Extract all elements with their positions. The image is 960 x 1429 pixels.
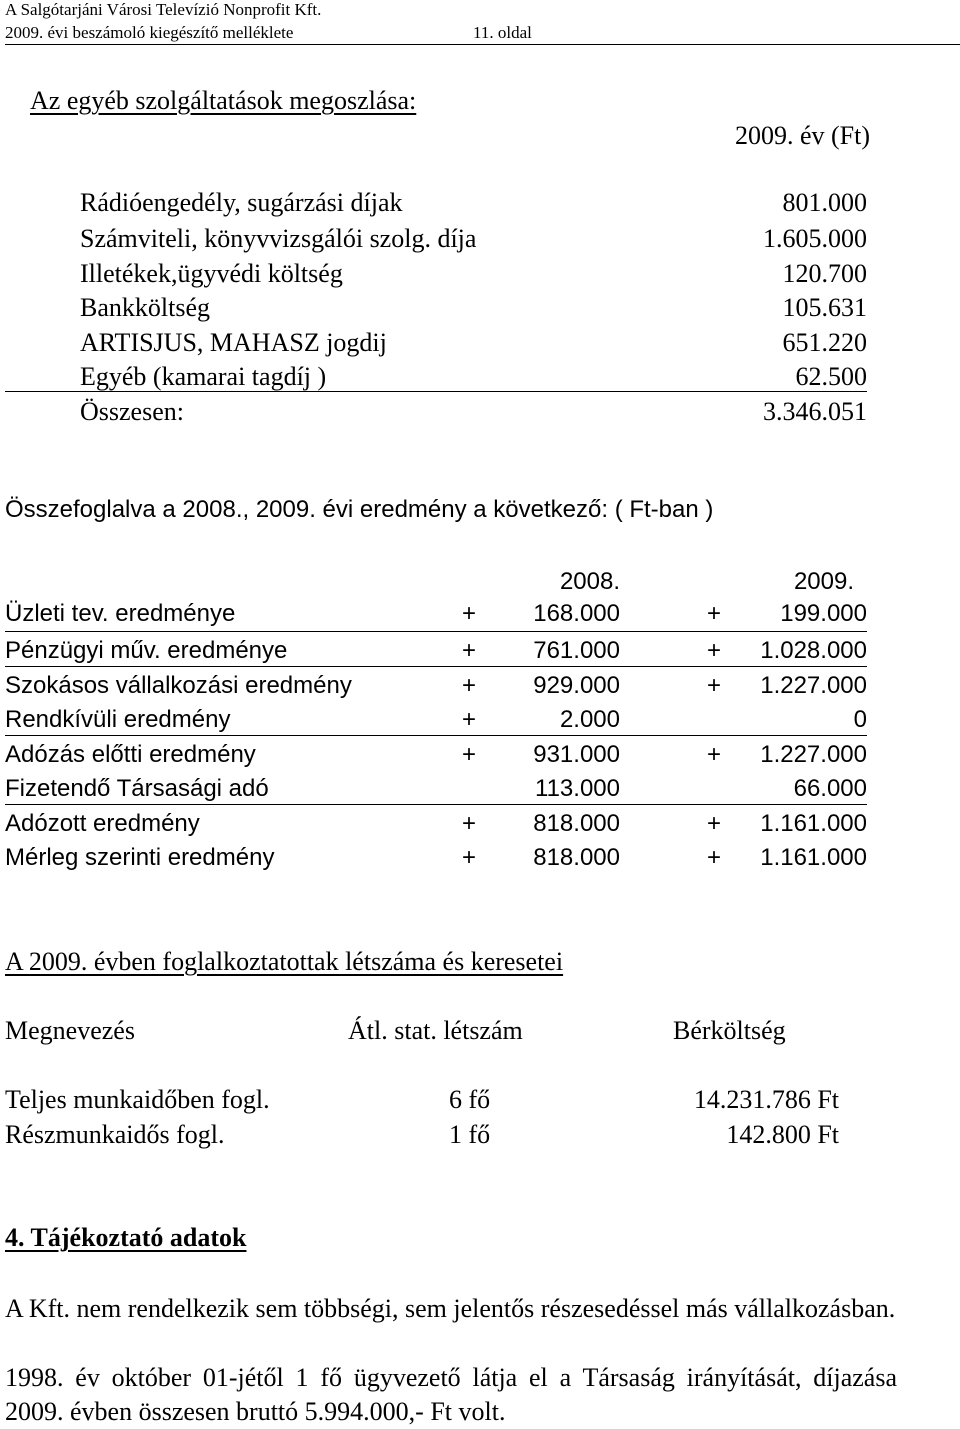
service-value: 120.700: [782, 259, 867, 288]
service-label: Egyéb (kamarai tagdíj ): [80, 362, 327, 391]
staff-row-cost: 142.800 Ft: [726, 1120, 839, 1149]
summary-value-2008: 818.000: [533, 810, 620, 837]
staff-row-count: 1 fő: [449, 1120, 491, 1149]
summary-year-2008: 2008.: [559, 568, 620, 595]
info-heading: 4. Tájékoztató adatok: [5, 1223, 247, 1252]
summary-title: Összefoglalva a 2008., 2009. évi eredmény a következő: ( Ft-ban ): [5, 496, 714, 523]
row-rule: [5, 666, 867, 667]
service-value: 1.605.000: [763, 224, 867, 253]
staff-row-name: Részmunkaidős fogl.: [5, 1120, 225, 1149]
summary-sign: +: [462, 741, 477, 768]
summary-value-2009: 1.227.000: [760, 741, 867, 768]
staff-row-name: Teljes munkaidőben fogl.: [5, 1085, 270, 1114]
summary-row-label: Fizetendő Társasági adó: [5, 775, 269, 802]
header-rule: [5, 44, 960, 45]
staff-row-cost: 14.231.786 Ft: [693, 1085, 839, 1114]
staff-title: A 2009. évben foglalkoztatottak létszáma és keresetei: [5, 947, 564, 976]
summary-row-label: Adózás előtti eredmény: [5, 741, 256, 768]
info-paragraph-1: A Kft. nem rendelkezik sem többségi, sem jelentős részesedéssel más vállalkozásban.: [5, 1294, 896, 1323]
summary-row-label: Szokásos vállalkozási eredmény: [5, 672, 352, 699]
summary-sign: +: [707, 844, 722, 871]
summary-value-2008: 168.000: [533, 600, 620, 627]
staff-header-name: Megnevezés: [5, 1016, 135, 1045]
summary-value-2009: 199.000: [780, 600, 867, 627]
staff-header-count: Átl. stat. létszám: [348, 1016, 523, 1045]
summary-row-label: Üzleti tev. eredménye: [5, 600, 236, 627]
summary-value-2009: 1.161.000: [760, 810, 867, 837]
summary-value-2008: 113.000: [535, 775, 620, 802]
services-total-rule: [5, 391, 867, 392]
info-paragraph-2: 1998. év október 01-jétől 1 fő ügyvezető látja el a Társaság irányítását, díjazása 2009. évben összesen bruttó 5.994.000,- Ft volt.: [5, 1363, 897, 1426]
summary-value-2008: 818.000: [533, 844, 620, 871]
summary-sign: +: [462, 844, 477, 871]
summary-sign: +: [707, 810, 722, 837]
services-title: Az egyéb szolgáltatások megoszlása:: [30, 86, 417, 115]
summary-row-label: Adózott eredmény: [5, 810, 200, 837]
service-label: Illetékek,ügyvédi költség: [80, 259, 343, 288]
service-label: Számviteli, könyvvizsgálói szolg. díja: [80, 224, 477, 253]
summary-value-2008: 2.000: [559, 706, 620, 733]
summary-value-2009: 1.028.000: [760, 637, 867, 664]
page-number: 11. oldal: [473, 23, 532, 42]
service-label: Bankköltség: [80, 293, 210, 322]
summary-sign: +: [707, 637, 722, 664]
service-value: 105.631: [782, 293, 867, 322]
row-rule: [5, 631, 867, 632]
service-label: Rádióengedély, sugárzási díjak: [80, 188, 403, 217]
services-total-label: Összesen:: [80, 397, 184, 426]
summary-year-2009: 2009.: [793, 568, 854, 595]
summary-row-label: Pénzügyi műv. eredménye: [5, 637, 288, 664]
summary-sign: +: [707, 672, 722, 699]
service-value: 651.220: [782, 328, 867, 357]
summary-sign: +: [462, 810, 477, 837]
summary-sign: +: [462, 600, 477, 627]
services-column-header: 2009. év (Ft): [734, 121, 870, 150]
row-rule: [5, 735, 867, 736]
summary-sign: +: [462, 672, 477, 699]
service-value: 62.500: [795, 362, 867, 391]
summary-row-label: Mérleg szerinti eredmény: [5, 844, 275, 871]
summary-sign: +: [462, 706, 477, 733]
service-label: ARTISJUS, MAHASZ jogdij: [80, 328, 387, 357]
service-value: 801.000: [782, 188, 867, 217]
summary-value-2009: 1.161.000: [760, 844, 867, 871]
summary-row-label: Rendkívüli eredmény: [5, 706, 231, 733]
summary-value-2009: 66.000: [793, 775, 867, 802]
staff-row-count: 6 fő: [449, 1085, 491, 1114]
services-total-value: 3.346.051: [763, 397, 867, 426]
summary-value-2008: 761.000: [533, 637, 620, 664]
summary-value-2009: 1.227.000: [760, 672, 867, 699]
summary-value-2009: 0: [853, 706, 867, 733]
summary-sign: +: [707, 600, 722, 627]
company-name: A Salgótarjáni Városi Televízió Nonprofit Kft.: [5, 0, 322, 19]
staff-header-cost: Bérköltség: [673, 1016, 786, 1045]
summary-value-2008: 929.000: [533, 672, 620, 699]
report-title: 2009. évi beszámoló kiegészítő melléklete: [5, 23, 294, 42]
summary-value-2008: 931.000: [533, 741, 620, 768]
summary-sign: +: [462, 637, 477, 664]
row-rule: [5, 804, 867, 805]
summary-sign: +: [707, 741, 722, 768]
